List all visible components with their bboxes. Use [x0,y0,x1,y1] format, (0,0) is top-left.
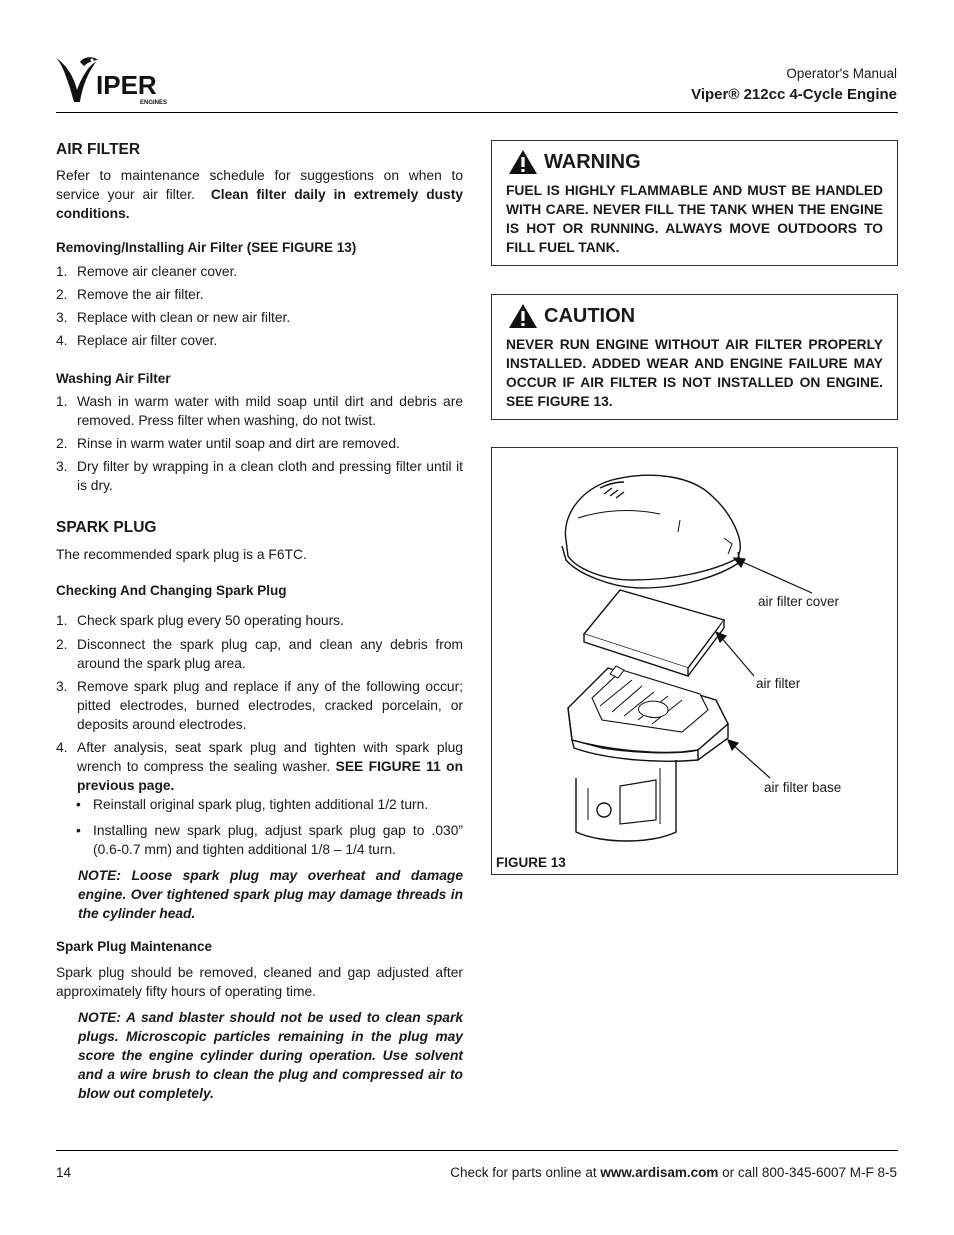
list-item: 1. Remove air cleaner cover. [56,264,238,279]
left-column [56,140,463,1103]
warning-box [491,140,898,266]
website-link[interactable]: www.ardisam.com [600,1165,719,1180]
svg-text:ENGINES: ENGINES [140,100,168,106]
page-number: 14 [56,1165,72,1180]
list-item: 4. Replace air filter cover. [56,333,218,348]
air-filter-base-illustration [568,666,728,841]
label-air-filter: air filter [756,676,801,691]
footer-parts-info: Check for parts online at www.ardisam.com or call 800-345-6007 M-F 8-5 [450,1165,897,1180]
caution-triangle-icon [508,303,538,329]
air-filter-cover-illustration [562,475,740,588]
air-filter-intro: Refer to maintenance schedule for suggestions on when to service your air filter. Clean filter daily in extremely dusty conditions. [56,168,463,221]
caution-text: NEVER RUN ENGINE WITHOUT AIR FILTER PROPERLY INSTALLED. ADDED WEAR AND ENGINE FAILURE MAY OCCUR IF AIR FILTER IS NOT INSTALLED ON ENGINE. SEE FIGURE 13. [506,337,883,409]
list-item: 2. Disconnect the spark plug cap, and clean any debris from around the spark plug area. [56,637,463,671]
remove-install-heading: Removing/Installing Air Filter (SEE FIGURE 13) [56,240,357,255]
list-item: 1. Check spark plug every 50 operating hours. [56,613,344,628]
note-loose-plug: NOTE: Loose spark plug may overheat and damage engine. Over tightened spark plug may damage threads in the cylinder head. [78,868,463,921]
warning-title: WARNING [508,149,897,175]
footer-divider [56,1150,898,1151]
washing-heading: Washing Air Filter [56,371,171,386]
warning-text: FUEL IS HIGHLY FLAMMABLE AND MUST BE HANDLED WITH CARE. NEVER FILL THE TANK WHEN THE ENGINE IS HOT OR RUNNING. ALWAYS MOVE OUTDOORS TO FILL FUEL TANK. [506,183,883,255]
check-steps-list [56,611,463,795]
warning-triangle-icon [508,149,538,175]
wash-steps-list [56,392,463,495]
manual-title: Viper® 212cc 4-Cycle Engine [691,86,897,103]
note-sand-blaster: NOTE: A sand blaster should not be used to clean spark plugs. Microscopic particles remaining in the plug may score the engine cylinder during operation. Use solvent and a wire brush to clean the plug and compressed air to blow out completely. [78,1010,463,1101]
list-item: 3. Replace with clean or new air filter. [56,310,291,325]
bullet-item: • Reinstall original spark plug, tighten additional 1/2 turn. [76,797,429,812]
caution-box [491,294,898,420]
manual-subtitle: Operator's Manual [786,66,897,81]
header-divider [56,112,898,113]
maintenance-text: Spark plug should be removed, cleaned and gap adjusted after approximately fifty hours of operating time. [56,965,463,999]
list-item: 2. Rinse in warm water until soap and dirt are removed. [56,436,400,451]
air-filter-heading: AIR FILTER [56,141,141,158]
remove-steps-list [56,262,463,350]
list-item: 3. Dry filter by wrapping in a clean cloth and pressing filter until it is dry. [56,459,463,493]
viper-logo [52,54,172,110]
spark-plug-heading: SPARK PLUG [56,519,157,536]
figure-13-box [491,447,898,875]
label-air-filter-base: air filter base [764,780,842,795]
list-item: 2. Remove the air filter. [56,287,204,302]
list-item: 1. Wash in warm water with mild soap until dirt and debris are removed. Press filter when washing, do not twist. [56,394,463,428]
svg-text:IPER: IPER [96,70,157,100]
list-item: 4. After analysis, seat spark plug and tighten with spark plug wrench to compress the sealing washer. SEE FIGURE 11 on previous page. [56,740,464,793]
figure-caption: FIGURE 13 [496,855,566,870]
air-filter-exploded-illustration [492,448,897,874]
air-filter-illustration [584,590,724,676]
maintenance-heading: Spark Plug Maintenance [56,939,213,954]
bullet-item: • Installing new spark plug, adjust spark plug gap to .030” (0.6-0.7 mm) and tighten additional 1/8 – 1/4 turn. [76,823,463,857]
list-item: 3. Remove spark plug and replace if any of the following occur; pitted electrodes, burned electrodes, cracked porcelain, or deposits around electrodes. [56,679,463,732]
caution-title: CAUTION [508,303,897,329]
label-air-filter-cover: air filter cover [758,594,840,609]
checking-heading: Checking And Changing Spark Plug [56,583,287,598]
recommended-plug: The recommended spark plug is a F6TC. [56,547,307,562]
